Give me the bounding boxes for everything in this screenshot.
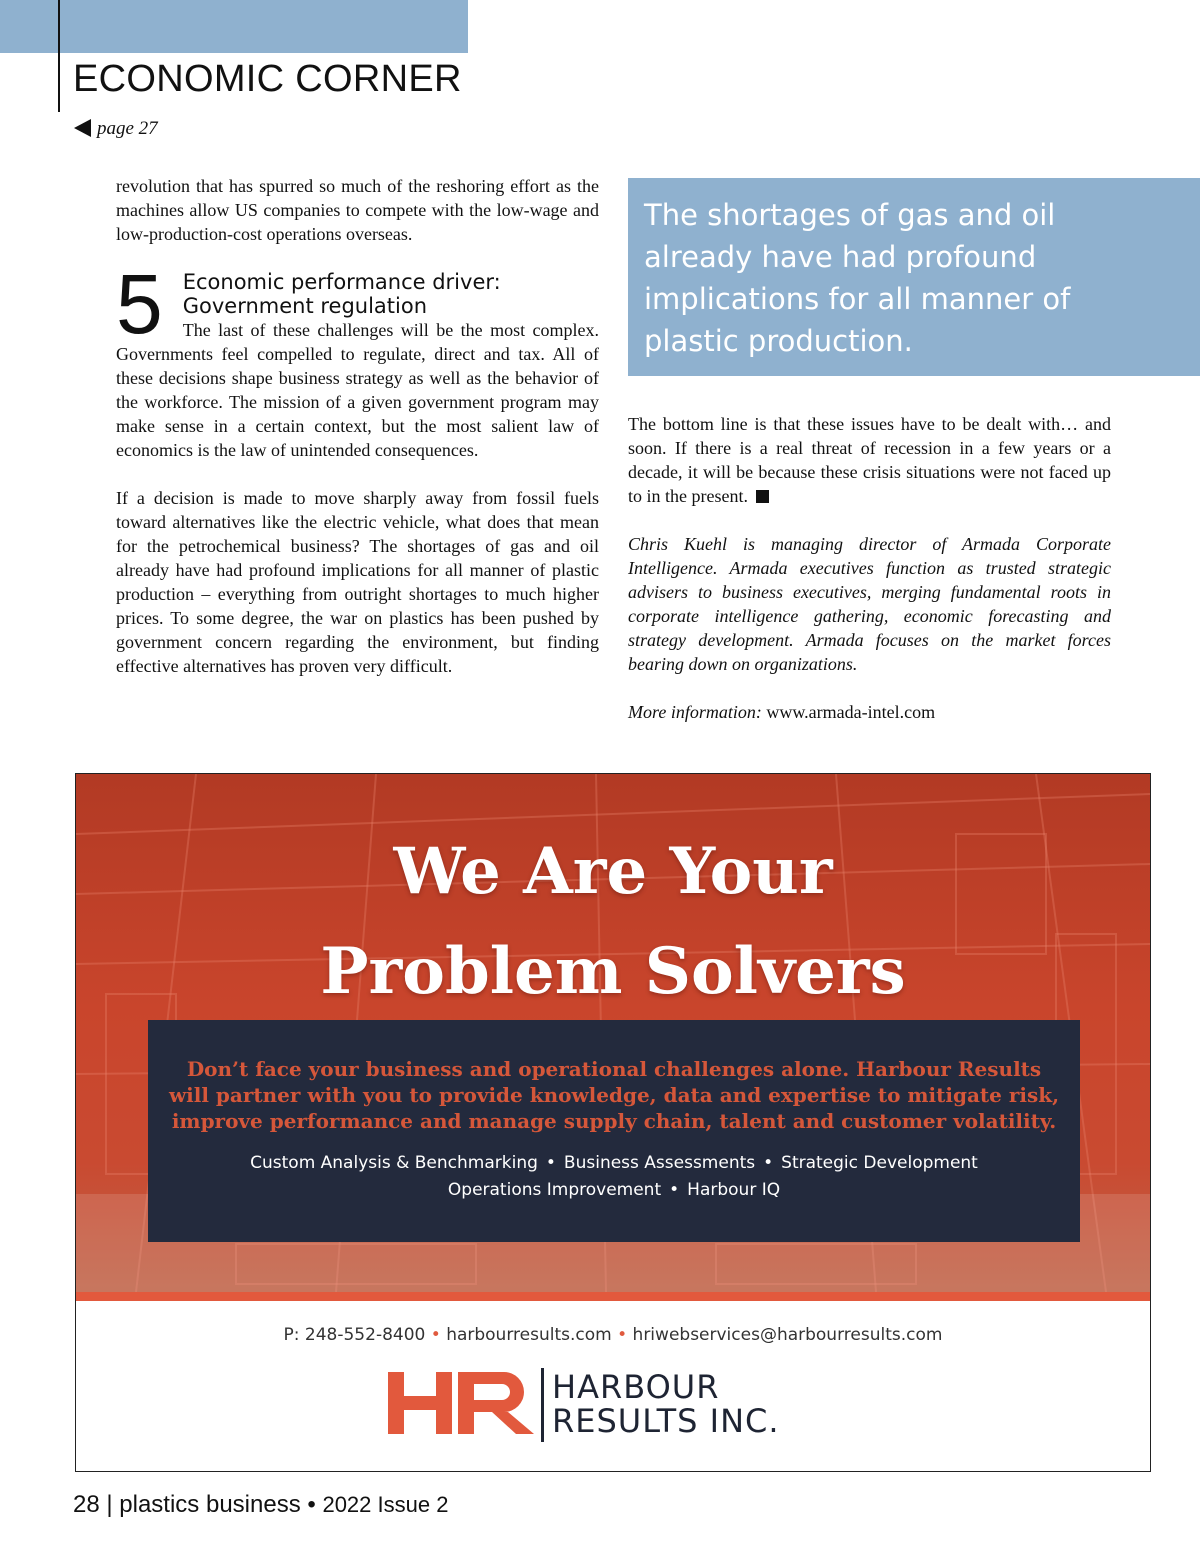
fossil-fuels-paragraph: If a decision is made to move sharply away from fossil fuels toward alternatives like the electric vehicle, what does that mean for the petrochemical business? The shortages of gas and oil already have had profound implications for all manner of plastic production – everything from outright shortages to much higher prices. To some degree, the war on plastics has been pushed by government concern regarding the environment, but finding effective alternatives has proven very difficult. [116, 488, 599, 676]
section-tab-bar [0, 0, 468, 53]
issue-label: 2022 Issue 2 [322, 1492, 449, 1517]
ad-headline-line1: We Are Your [393, 834, 833, 909]
pull-quote: The shortages of gas and oil already have had profound implications for all manner of plastic production. [628, 178, 1200, 376]
ad-accent-stripe [76, 1292, 1150, 1301]
intro-paragraph: revolution that has spurred so much of the reshoring effort as the machines allow US companies to compete with the low-wage and low-production-cost operations overseas. [116, 176, 599, 244]
ad-info-panel [148, 1020, 1080, 1242]
page-footer: 28 | plastics business • 2022 Issue 2 [73, 1491, 449, 1518]
advertisement [75, 773, 1151, 1472]
ad-company-line2: RESULTS INC. [552, 1402, 780, 1440]
service-item: Operations Improvement [447, 1180, 662, 1200]
ad-company-name [552, 1370, 780, 1438]
ad-panel-text: Don’t face your business and operational challenges alone. Harbour Results will partner with you to provide knowledge, data and expertise to mitigate risk, improve performance and manage supply chain, talent and customer volatility. [168, 1057, 1060, 1133]
driver-number: 5 [116, 257, 163, 351]
ad-company-line1: HARBOUR [552, 1368, 720, 1406]
ad-headline-line2: Problem Solvers [320, 934, 906, 1009]
header-vertical-rule [58, 0, 60, 112]
ad-website-link[interactable]: harbourresults.com [446, 1325, 612, 1345]
more-info-link[interactable]: www.armada-intel.com [766, 702, 936, 722]
more-info [628, 700, 1111, 724]
driver-paragraph: The last of these challenges will be the most complex. Governments feel compelled to regulate, direct and tax. All of these decisions shape business strategy as well as the behavior of the workforce. The mission of a given government program may make sense in a certain context, but the most salient law of economics is the law of unintended consequences. [116, 320, 599, 460]
right-column [628, 412, 1111, 724]
service-item: Custom Analysis & Benchmarking [250, 1153, 538, 1173]
bottom-line-paragraph [628, 412, 1111, 508]
ad-headline [76, 822, 1150, 1022]
continued-from [74, 118, 158, 140]
service-item: Strategic Development [781, 1153, 978, 1173]
ad-hero-image [76, 774, 1150, 1292]
driver-heading [116, 270, 599, 318]
more-info-label: More information: [628, 702, 762, 722]
service-item: Harbour IQ [687, 1180, 781, 1200]
end-mark-icon [756, 490, 769, 503]
ad-email-link[interactable]: hriwebservices@harbourresults.com [632, 1325, 943, 1345]
page-number: 28 [73, 1491, 100, 1518]
continued-from-label: page 27 [97, 118, 158, 139]
driver-heading-line2: Government regulation [182, 294, 428, 318]
bottom-line-text: The bottom line is that these issues have to be dealt with… and soon. If there is a real threat of recession in a few years or a decade, it will be because these crisis situations were not faced up to in the present. [628, 414, 1111, 506]
ad-services-list: Custom Analysis & Benchmarking • Business Assessments • Strategic Development Operations Improvement • Harbour IQ [250, 1153, 978, 1200]
back-arrow-icon [74, 119, 91, 137]
ad-contact-line: P: 248-552-8400 • harbourresults.com • hriwebservices@harbourresults.com [283, 1325, 943, 1345]
publication-name: plastics business [119, 1491, 301, 1518]
section-title: ECONOMIC CORNER [73, 58, 462, 100]
driver-heading-line1: Economic performance driver: [182, 270, 501, 294]
service-item: Business Assessments [563, 1153, 756, 1173]
author-bio: Chris Kuehl is managing director of Armada Corporate Intelligence. Armada executives function as trusted strategic advisers to business executives, merging fundamental roots in corporate intelligence gathering, economic forecasting and strategy development. Armada focuses on the market forces bearing down on organizations. [628, 534, 1111, 674]
harbour-results-logo-icon [388, 1366, 548, 1446]
left-column [116, 174, 599, 678]
ad-phone: P: 248-552-8400 [283, 1325, 426, 1345]
